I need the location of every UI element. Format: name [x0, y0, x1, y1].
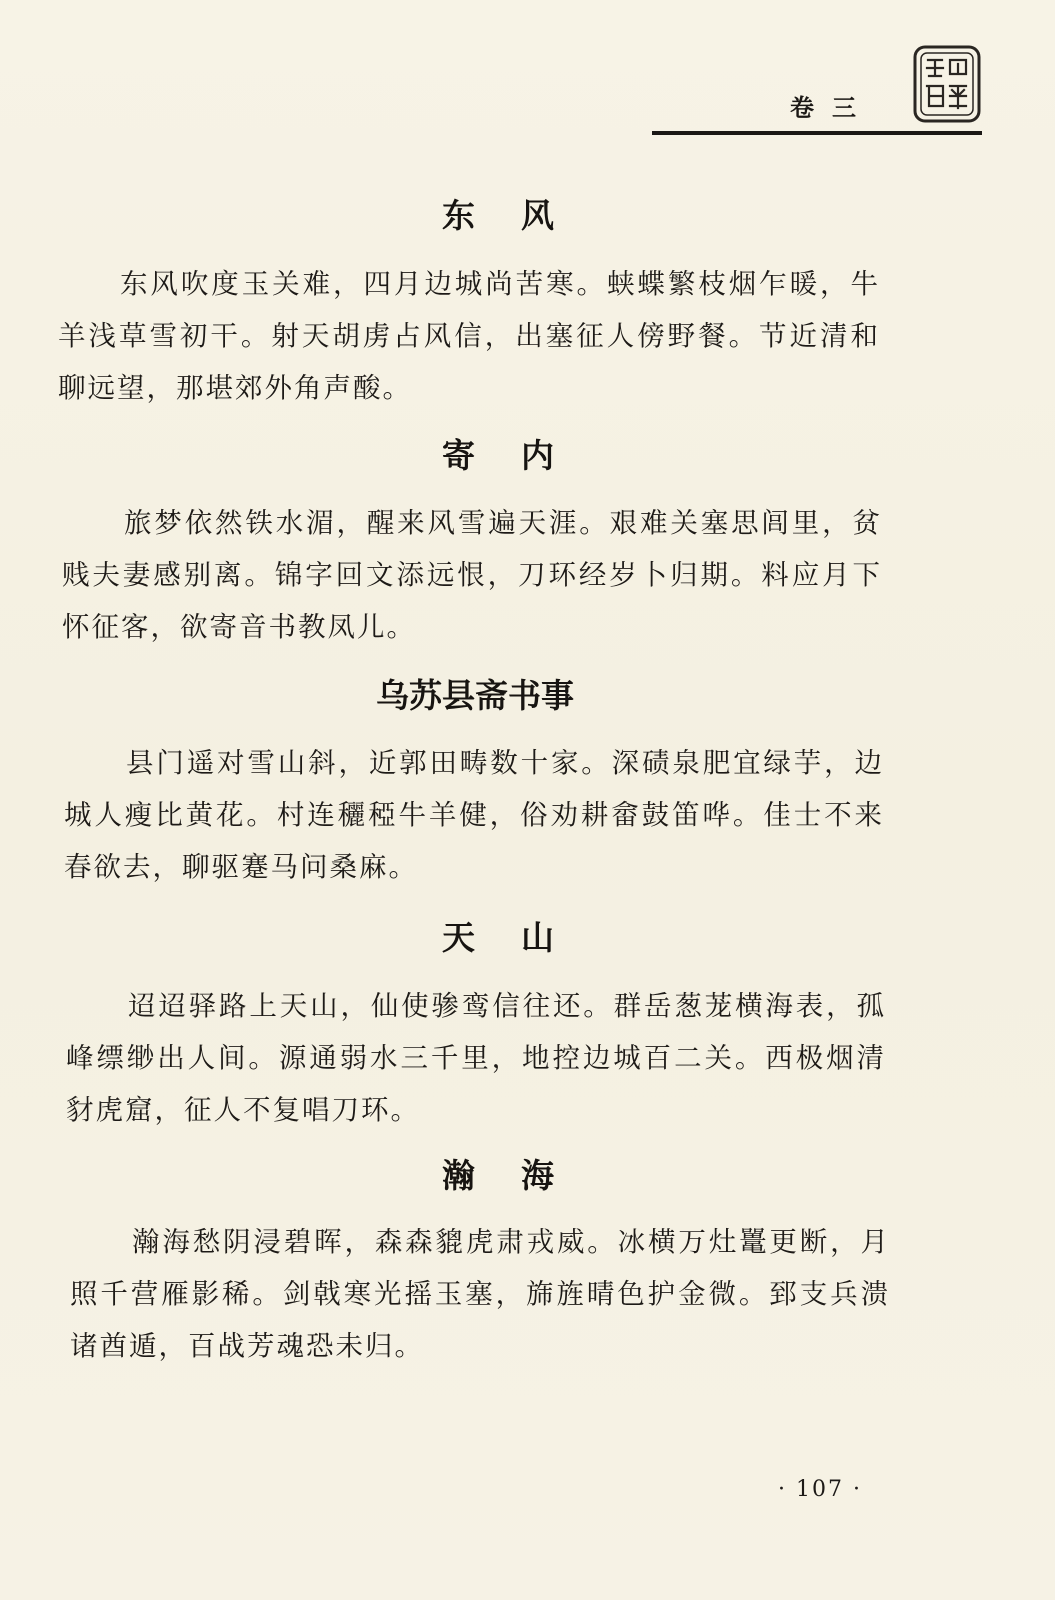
poem-body: 东风吹度玉关难，四月边城尚苦寒。蛱蝶繁枝烟乍暖，牛羊浅草雪初干。射天胡虏占风信，出塞征人傍野餐。节近清和聊远望，那堪郊外角声酸。	[58, 268, 880, 404]
poem-title: 乌苏县斋书事	[376, 676, 574, 715]
page-number: · 107 ·	[778, 1477, 862, 1502]
poem-title: 东风	[442, 196, 600, 235]
poem-body: 旅梦依然铁水湄，醒来风雪遍天涯。艰难关塞思闾里，贫贱夫妻感别离。锦字回文添远恨，刀环经岁卜归期。料应月下怀征客，欲寄音书教凤儿。	[62, 507, 882, 643]
poem-body: 县门遥对雪山斜，近郭田畴数十家。深碛泉肥宜绿芋，边城人瘦比黄花。村连穲稏牛羊健，俗劝耕畲鼓笛哗。佳士不来春欲去，聊驱蹇马问桑麻。	[64, 747, 884, 883]
poem-body: 瀚海愁阴浸碧晖，森森貔虎肃戎威。冰横万灶鼍更断，月照千营雁影稀。剑戟寒光摇玉塞，旆旌晴色护金微。郅支兵溃诸酋遁，百战芳魂恐未归。	[70, 1226, 890, 1362]
seal-stamp-icon	[912, 44, 982, 124]
poem-title: 瀚海	[442, 1156, 600, 1195]
header-rule	[652, 131, 982, 135]
poem-title: 寄内	[442, 436, 600, 475]
poem-body: 迢迢驿路上天山，仙使骖鸾信往还。群岳葱茏横海表，孤峰缥缈出人间。源通弱水三千里，地控边城百二关。西极烟清豺虎窟，征人不复唱刀环。	[66, 990, 886, 1126]
poem-title: 天山	[442, 918, 600, 957]
volume-label: 卷三	[790, 94, 874, 122]
